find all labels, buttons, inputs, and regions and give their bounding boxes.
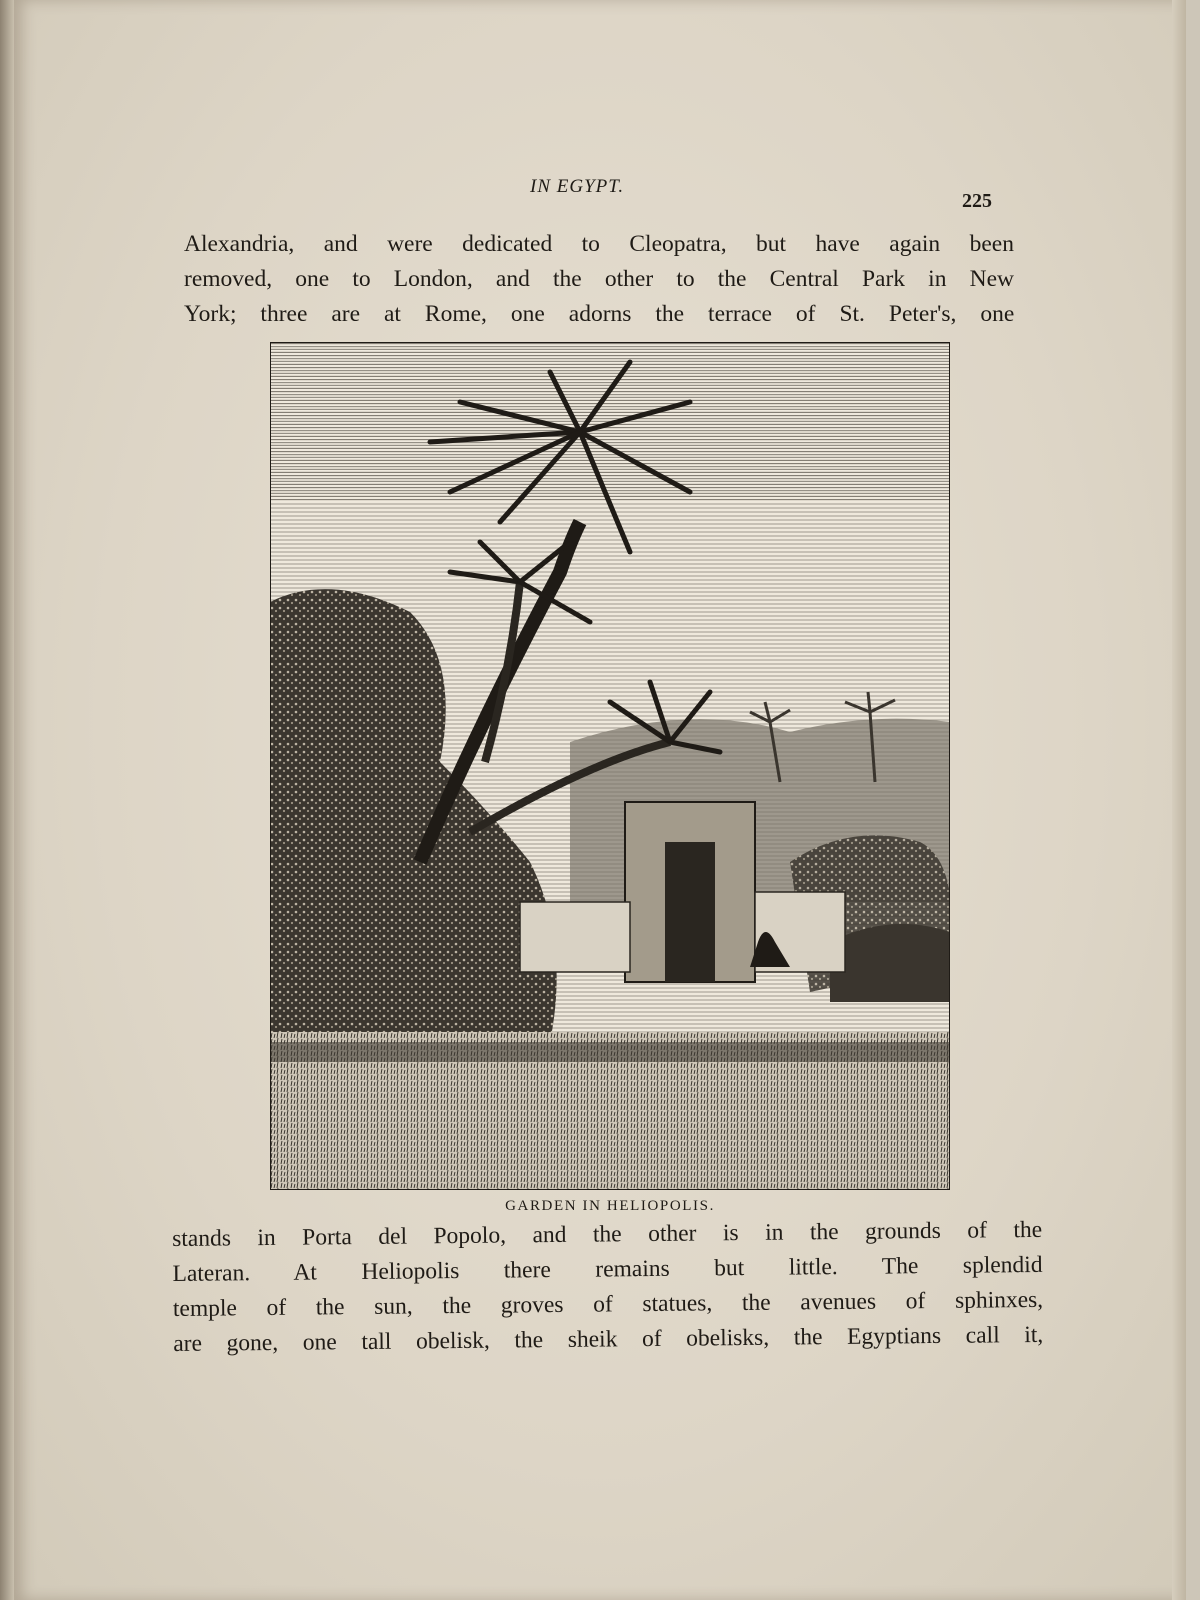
text-line: temple of the sun, the groves of statues, the avenues of sphinxes, xyxy=(172,1286,1044,1322)
page-number: 225 xyxy=(962,190,992,212)
running-head: IN EGYPT. xyxy=(530,176,625,197)
text-line: Alexandria, and were dedicated to Cleopatra, but have again been xyxy=(184,231,1014,257)
figure-caption: GARDEN IN HELIOPOLIS. xyxy=(505,1198,715,1214)
text-line: are gone, one tall obelisk, the sheik of obelisks, the Egyptians call it, xyxy=(173,1321,1044,1357)
book-spine-shadow xyxy=(0,0,14,1600)
text-line: York; three are at Rome, one adorns the terrace of St. Peter's, one xyxy=(184,301,1015,327)
palm-garden-engraving-icon xyxy=(270,342,950,1190)
text-line: Lateran. At Heliopolis there remains but little. The splendid xyxy=(172,1251,1043,1287)
text-line: stands in Porta del Popolo, and the other is in the grounds of the xyxy=(172,1216,1043,1252)
engraving-illustration xyxy=(270,342,950,1190)
body-text-top xyxy=(184,227,1014,332)
text-line: removed, one to London, and the other to the Central Park in New xyxy=(184,266,1014,292)
page-edge xyxy=(1172,0,1186,1600)
body-text-bottom xyxy=(172,1213,1043,1362)
